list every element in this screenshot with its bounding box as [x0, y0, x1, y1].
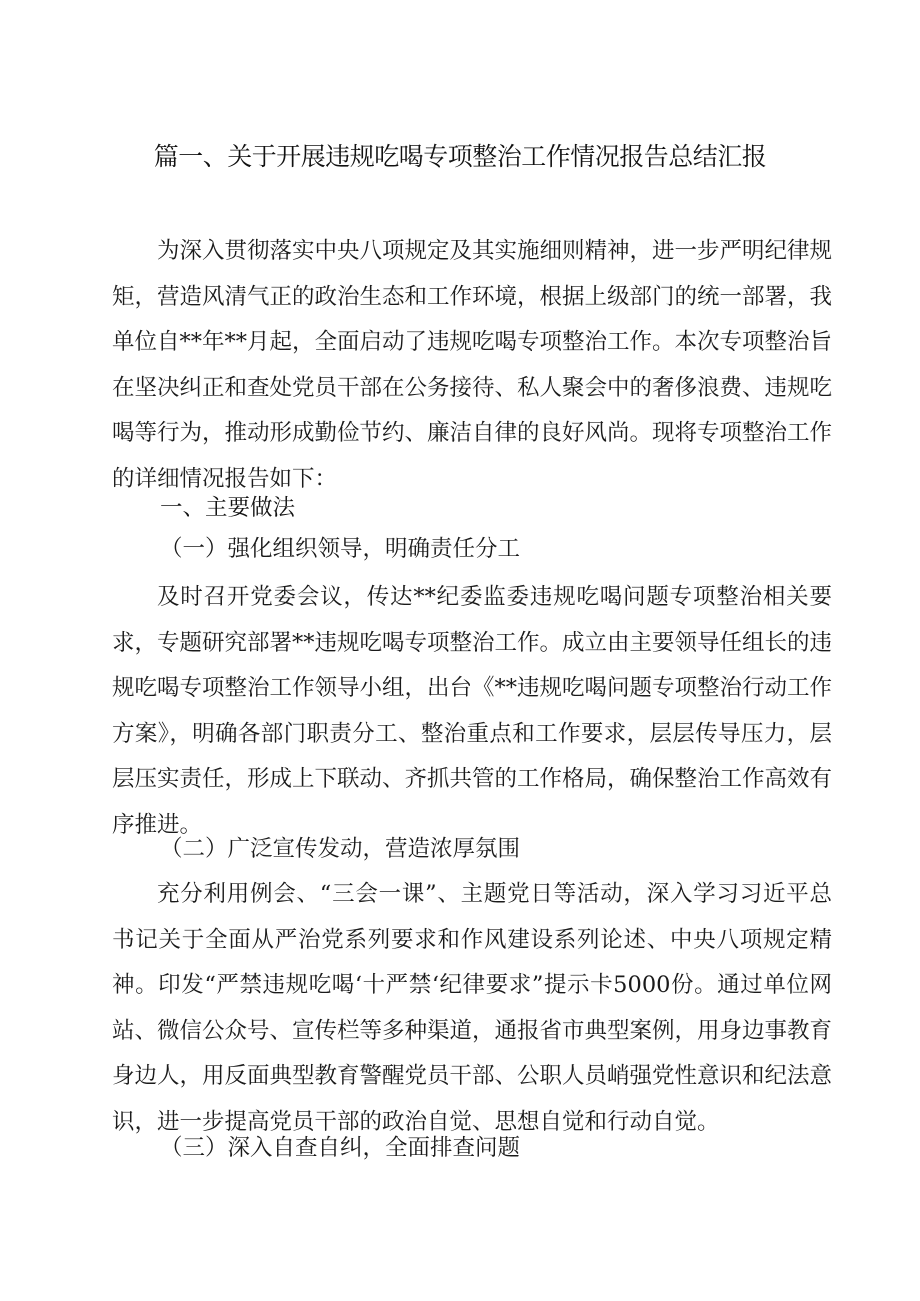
- subsection-paragraph-1: 及时召开党委会议，传达**纪委监委违规吃喝问题专项整治相关要求，专题研究部署**违规吃喝专项整治工作。成立由主要领导任组长的违规吃喝专项整治工作领导小组，出台《**违规吃喝问题专项整治行动工作方案》，明确各部门职责分工、整治重点和工作要求，层层传导压力，层层压实责任，形成上下联动、齐抓共管的工作格局，确保整治工作高效有序推进。: [112, 584, 833, 838]
- intro-paragraph: 为深入贯彻落实中央八项规定及其实施细则精神，进一步严明纪律规矩，营造风清气正的政治生态和工作环境，根据上级部门的统一部署，我单位自**年**月起，全面启动了违规吃喝专项整治工作。本次专项整治旨在坚决纠正和查处党员干部在公务接待、私人聚会中的奢侈浪费、违规吃喝等行为，推动形成勤俭节约、廉洁自律的良好风尚。现将专项整治工作的详细情况报告如下：: [112, 238, 833, 492]
- document-title: 篇一、关于开展违规吃喝专项整治工作情况报告总结汇报: [153, 142, 767, 171]
- subsection-heading-3: （三）深入自查自纠，全面排查问题: [160, 1135, 521, 1161]
- section-heading-main-practices: 一、主要做法: [160, 495, 296, 521]
- subsection-heading-1: （一）强化组织领导，明确责任分工: [160, 536, 521, 562]
- subsection-paragraph-2: 充分利用例会、“三会一课”、主题党日等活动，深入学习习近平总书记关于全面从严治党系列要求和作风建设系列论述、中央八项规定精神。印发“严禁违规吃喝‘十严禁‘纪律要求”提示卡5000份。通过单位网站、微信公众号、宣传栏等多种渠道，通报省市典型案例，用身边事教育身边人，用反面典型教育警醒党员干部、公职人员峭强党性意识和纪法意识，进一步提高党员干部的政治自觉、思想自觉和行动自觉。: [112, 881, 833, 1135]
- subsection-heading-2: （二）广泛宣传发动，营造浓厚氛围: [160, 836, 521, 862]
